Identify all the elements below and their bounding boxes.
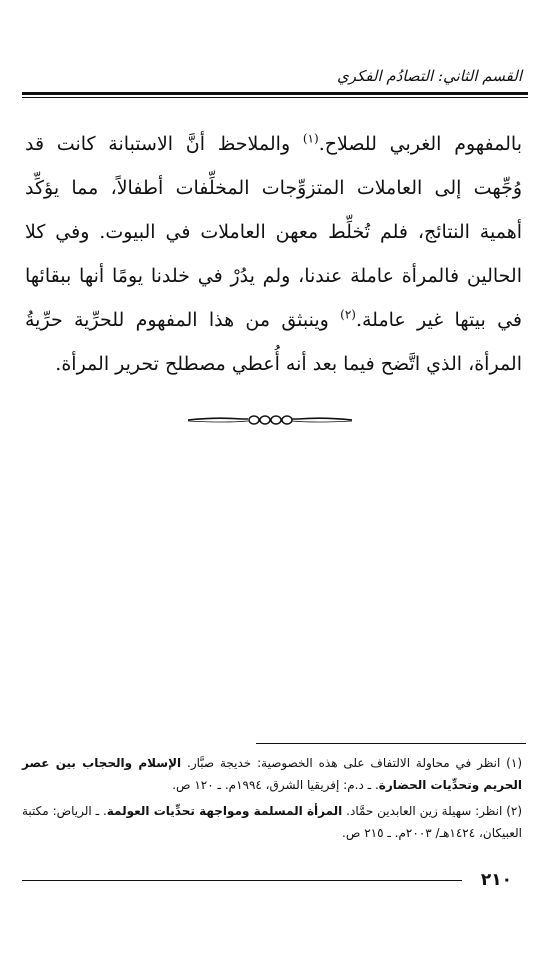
- footnote-2-text: انظر: سهيلة زين العابدين حمَّاد.: [346, 804, 503, 818]
- header-rule-thin: [22, 97, 528, 98]
- section-divider-ornament: [186, 410, 354, 430]
- footnotes: [22, 752, 522, 848]
- footnote-1-text: انظر في محاولة الالتفاف على هذه الخصوصية: خديجة صبَّار.: [187, 756, 501, 770]
- footnote-2-number: (٢): [506, 804, 523, 818]
- body-text-part-2: والملاحظ أنَّ الاستبانة كانت قد وُجِّهت إلى العاملات المتزوِّجات المخلِّفات أطفالاً، مما يؤكِّد أهمية النتائج، فلم تُخلِّط معهن العاملات في البيوت. وفي كلا الحالين فالمرأة عاملة عندنا، ولم يدُرْ في خلدنا يومًا أنها ببقائها في بيتها غير عاملة.: [25, 133, 522, 331]
- body-paragraph: [25, 122, 522, 386]
- body-text-part-3: وينبثق من هذا المفهوم للحرِّية حرِّيةُ المرأة، الذي اتَّضح فيما بعد أنه أُعطي مصطلح تحرير المرأة.: [25, 309, 522, 375]
- footnote-1-publication: . ـ د.م: إفريقيا الشرق، ١٩٩٤م. ـ ١٢٠ ص.: [172, 778, 379, 792]
- running-head: القسم الثاني: التصادُم الفكري: [337, 67, 522, 85]
- footnote-separator-rule: [256, 743, 526, 744]
- footnote-marker-2[interactable]: (٢): [340, 307, 356, 322]
- header-rule-thick: [22, 92, 528, 95]
- footnote-1: [22, 752, 522, 796]
- footnote-2: [22, 800, 522, 844]
- footnote-1-number: (١): [506, 756, 522, 770]
- footnote-1-title: الإسلام والحجاب بين عصر الحريم وتحدِّيات الحضارة: [22, 756, 522, 792]
- page-number: ٢١٠: [480, 870, 512, 890]
- footnote-2-title: المرأة المسلمة ومواجهة تحدِّيات العولمة: [106, 804, 343, 818]
- footer-rule: [22, 880, 462, 881]
- footnote-marker-1[interactable]: (١): [302, 131, 319, 146]
- body-text-part-1: بالمفهوم الغربي للصلاح.: [318, 133, 522, 155]
- footnote-2-publication: . ـ الرياض: مكتبة العبيكان، ١٤٢٤هـ/ ٢٠٠٣م. ـ ٢١٥ ص.: [22, 804, 522, 840]
